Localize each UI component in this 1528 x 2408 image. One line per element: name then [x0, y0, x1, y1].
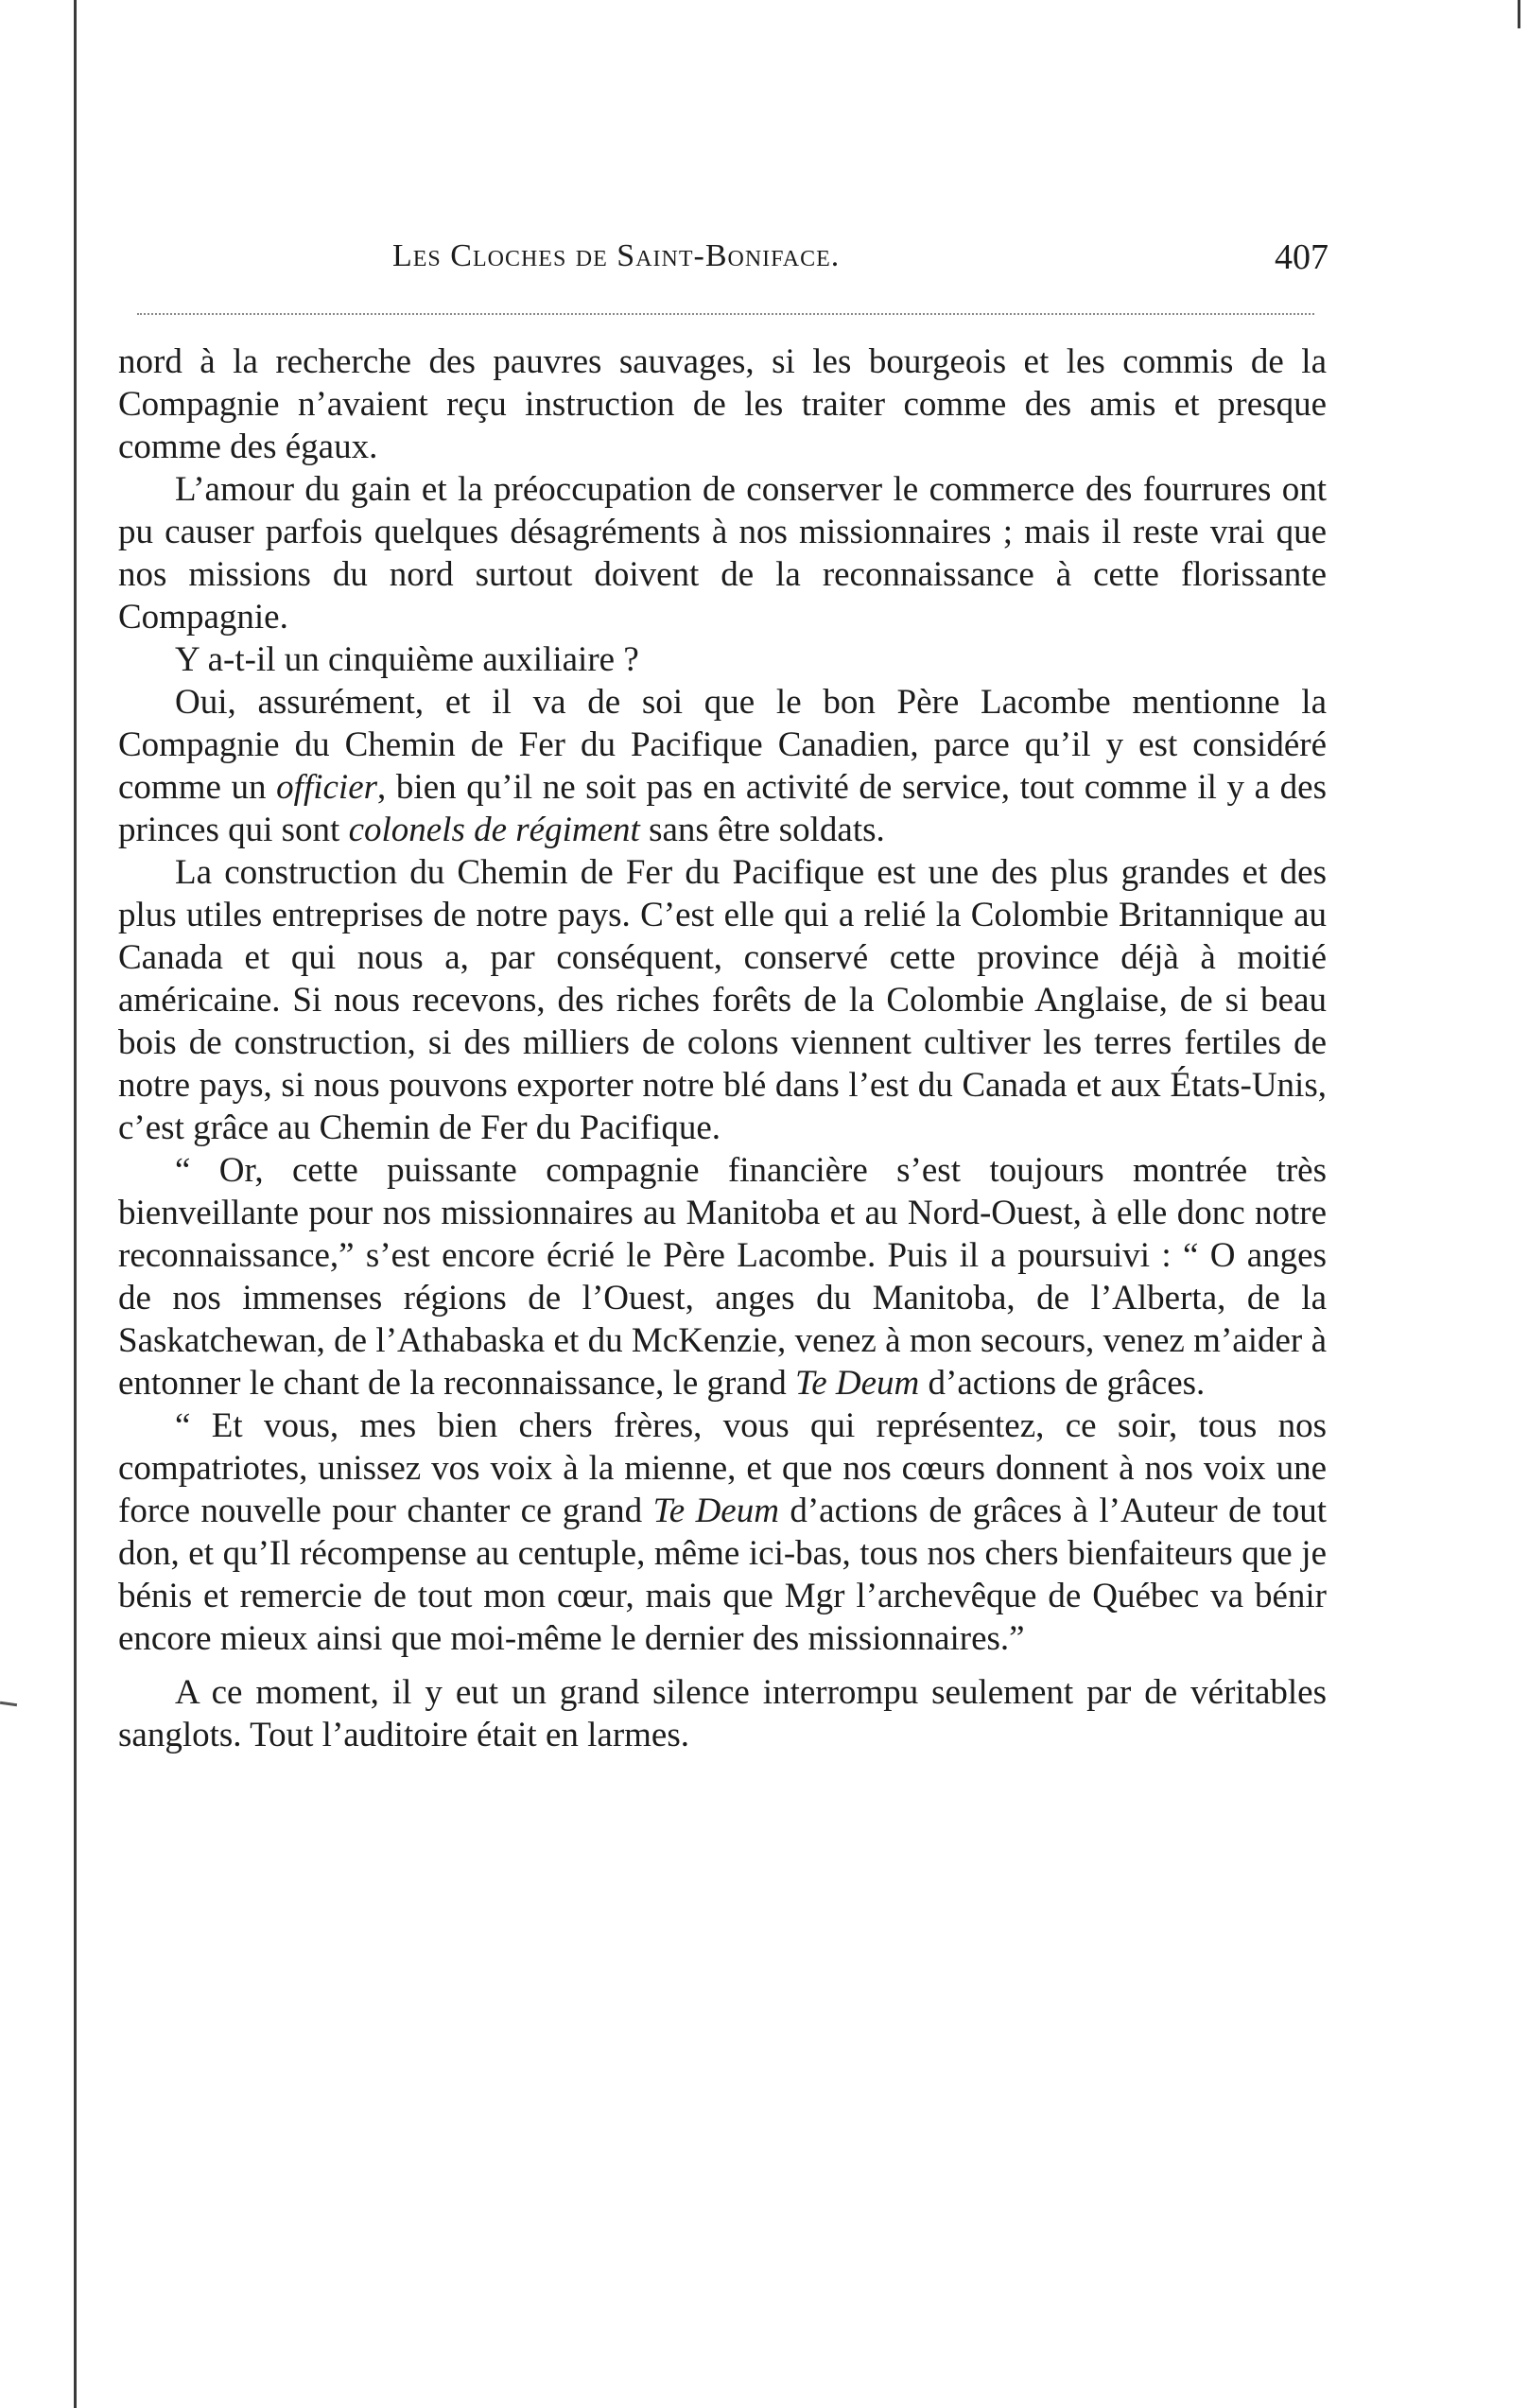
scan-border-left [74, 0, 77, 2408]
scan-mark [0, 1701, 17, 1706]
paragraph-6 [118, 1149, 1327, 1405]
paragraph-7-text-c: d’actions de grâces à l’Auteur de tout don, et qu’Il récompense au centuple, même ici-bas, tous nos chers bienfaiteurs que je bénis et remercie de tout mon cœur, mais que Mgr l’archevêque de Québec va bénir encore mieux ainsi que moi-même le dernier des missionnaires.” [118, 1492, 1328, 1658]
paragraph-6-text-a: “ Or, cette puissante compagnie financière s’est toujours montrée très bienveillante pour nos missionnaires au Manitoba et au Nord-Ouest, à elle donc notre reconnaissance,” s’est encore écrié le Père Lacombe. Puis il a poursuivi : “ O anges de nos immenses régions de l’Ouest, anges du Manitoba, de l’Alberta, de la Saskatchewan, de l’Athabaska et du McKenzie, venez à mon secours, venez m’aider à entonner le chant de la reconnaissance, le grand [118, 1151, 1327, 1403]
page-number: 407 [1275, 237, 1328, 277]
page-body [118, 340, 1327, 1756]
paragraph-7-text-a: “ Et vous, mes bien chers frères, vous qui représentez, ce soir, tous nos compatriotes, unissez vos voix à la mienne, et que nos cœurs donnent à nos voix une force nouvelle pour chanter ce grand [118, 1406, 1327, 1530]
paragraph-4-text-e: sans être soldats. [639, 811, 885, 849]
paragraph-4-text-a: Oui, assurément, et il va de soi que le bon Père Lacombe mentionne la Compagnie du Chemin de Fer du Pacifique Canadien, parce qu’il y est considéré comme un [118, 683, 1327, 807]
page-header [118, 238, 1328, 295]
scan-border-right [1518, 0, 1520, 28]
paragraph-7 [118, 1405, 1327, 1660]
paragraph-6-text-c: d’actions de grâces. [919, 1364, 1206, 1403]
paragraph-4-italic-colonels: colonels de régiment [348, 811, 640, 849]
paragraph-5: La construction du Chemin de Fer du Pacifique est une des plus grandes et des plus utiles entreprises de notre pays. C’est elle qui a relié la Colombie Britannique au Canada et qui nous a, par conséquent, conservé cette province déjà à moitié américaine. Si nous recevons, des riches forêts de la Colombie Anglaise, de si beau bois de construction, si des milliers de colons viennent cultiver les terres fertiles de notre pays, si nous pouvons exporter notre blé dans l’est du Canada et aux États-Unis, c’est grâce au Chemin de Fer du Pacifique. [118, 853, 1327, 1147]
paragraph-6-italic-te-deum: Te Deum [795, 1364, 920, 1403]
paragraph-2: L’amour du gain et la préoccupation de conserver le commerce des fourrures ont pu causer parfois quelques désagréments à nos missionnaires ; mais il reste vrai que nos missions du nord surtout doivent de la reconnaissance à cette florissante Compagnie. [118, 470, 1327, 637]
paragraph-1: nord à la recherche des pauvres sauvages, si les bourgeois et les commis de la Compagnie n’avaient reçu instruction de les traiter comme des amis et presque comme des égaux. [118, 342, 1327, 466]
paragraph-4-text-c: , bien qu’il ne soit pas en activité de service, tout comme il y a des princes qui sont [118, 768, 1327, 849]
paragraph-4-italic-officier: officier [276, 768, 378, 807]
running-title: Les Cloches de Saint-Boniface. [392, 238, 841, 273]
paragraph-7-italic-te-deum: Te Deum [652, 1492, 779, 1530]
header-rule [137, 313, 1314, 315]
paragraph-4 [118, 681, 1327, 851]
paragraph-3: Y a-t-il un cinquième auxiliaire ? [175, 640, 639, 679]
paragraph-8: A ce moment, il y eut un grand silence interrompu seulement par de véritables sanglots. Tout l’auditoire était en larmes. [118, 1673, 1327, 1754]
